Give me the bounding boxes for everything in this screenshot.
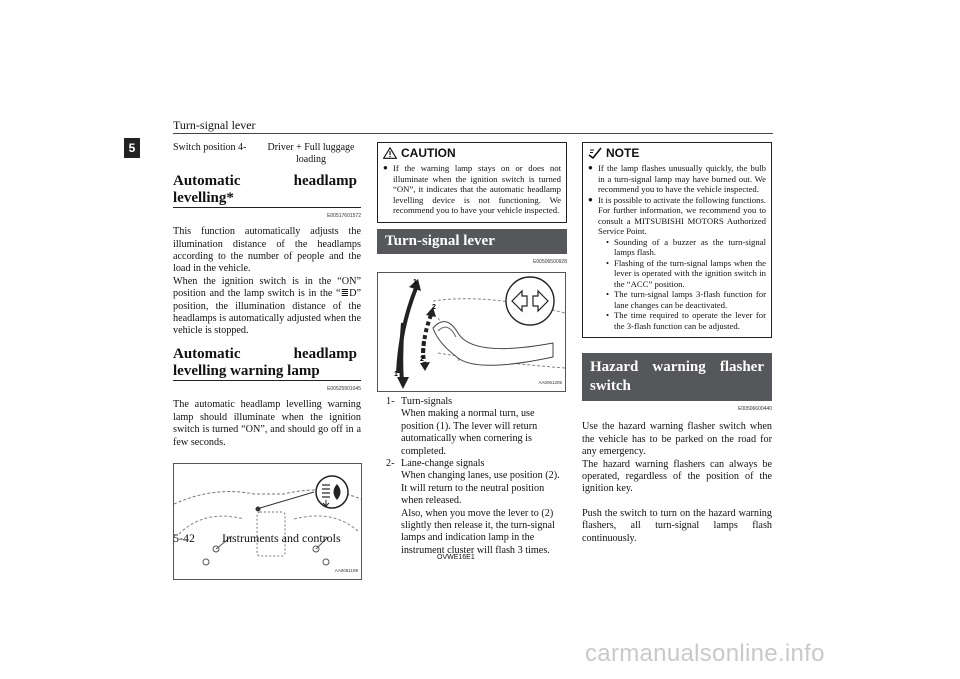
code-warning: E00525901045: [327, 385, 361, 392]
note-header: [588, 146, 766, 160]
instrument-cluster-figure: [173, 463, 362, 580]
paragraph-hazard-2: The hazard warning flashers can always be operated, regardless of the position of the ignition key.: [582, 458, 772, 495]
item-title: Lane-change signals: [401, 457, 485, 469]
note-sub-text: The time required to operate the lever for the 3-flash function can be adjusted.: [614, 310, 766, 331]
note-item-1: [588, 163, 766, 195]
page-number: 5-42: [173, 531, 195, 545]
caution-header: [383, 146, 561, 160]
item-number: 1-: [386, 395, 395, 407]
bullet-icon: ●: [588, 194, 593, 204]
item-title: Turn-signals: [401, 395, 453, 407]
item-text-2: Also, when you move the lever to (2) slightly then release it, the turn-signal lamps and indication lamp in the instrument cluster will flash 3 times.: [401, 507, 555, 556]
section-name: Instruments and controls: [222, 531, 341, 545]
note-sub-item: • Flashing of the turn-signal lamps when the lever is operated with the ignition switch in the “ACC” position.: [606, 257, 766, 289]
caution-box: [377, 142, 567, 223]
paragraph-levelling-2: When the ignition switch is in the “ON” position and the lamp switch is in the “≣D” position, the illumination distance of the headlamps is automatically adjusted when the vehicle is stopped.: [173, 275, 361, 337]
column-3: [582, 142, 772, 545]
switch-position-row: [173, 142, 361, 167]
note-text-2: It is possible to activate the following functions. For further information, we recommend you to consult a MITSUBISHI MOTORS Authorized Service Point.: [598, 194, 766, 236]
lever-illustration: [378, 273, 565, 391]
switch-position-label: Switch position 4-: [173, 142, 247, 153]
bullet-icon: ●: [383, 163, 388, 172]
note-icon: [588, 147, 602, 159]
section-banner-hazard: Hazard warning flasher switch: [582, 353, 772, 401]
watermark: carmanualsonline.info: [585, 640, 825, 667]
note-sub-text: Flashing of the turn-signal lamps when the lever is operated with the ignition switch in the “ACC” position.: [614, 257, 766, 289]
header-rule: [173, 133, 773, 134]
note-item-2: [588, 195, 766, 237]
note-box: [582, 142, 772, 338]
note-sub-text: Sounding of a buzzer as the turn-signal lamps flash.: [614, 236, 766, 257]
document-code: OVWE16E1: [437, 554, 475, 561]
list-item-lane-change: [386, 458, 567, 557]
warning-triangle-icon: [383, 147, 397, 159]
note-sub-item: • The time required to operate the lever for the 3-flash function can be adjusted.: [606, 310, 766, 331]
turn-signal-list: [377, 396, 567, 557]
note-sub-text: The turn-signal lamps 3-flash function for lane changes can be deactivated.: [614, 289, 766, 310]
column-2: [377, 142, 567, 557]
cluster-illustration: [174, 464, 361, 579]
figure-code: AA0061199: [334, 567, 358, 573]
paragraph-hazard-3: Push the switch to turn on the hazard warning flashers, all turn-signal lamps flash continuously.: [582, 507, 772, 544]
note-text-1: If the lamp flashes unusually quickly, the bulb in a turn-signal lamp may have burned out. We recommend you to have the vehicle inspected.: [598, 163, 766, 194]
note-sub-item: • Sounding of a buzzer as the turn-signal lamps flash.: [606, 236, 766, 257]
turn-signal-figure: [377, 272, 566, 392]
caution-text: If the warning lamp stays on or does not illuminate when the ignition switch is turned “ON”, it indicates that the automatic headlamp levelling device is not functioning. We recommend you to have your vehicle inspected.: [393, 163, 561, 215]
heading-levelling-warning: Automatic headlamp levelling warning lamp: [173, 346, 361, 381]
switch-position-value: Driver + Full luggage loading: [267, 142, 355, 166]
column-1: [173, 142, 361, 580]
note-sub-item: • The turn-signal lamps 3-flash function for lane changes can be deactivated.: [606, 289, 766, 310]
chapter-tab: 5: [124, 138, 140, 158]
figure-label-1-bottom: 1: [394, 370, 398, 378]
paragraph-levelling-1: This function automatically adjusts the illumination distance of the headlamps according to the number of people and the load in the vehicle.: [173, 226, 361, 275]
paragraph-warning: The automatic headlamp levelling warning lamp should illuminate when the ignition switch is turned “ON”, and should go off in a few seconds.: [173, 399, 361, 448]
figure-label-2-bottom: 2: [420, 355, 424, 363]
running-header: Turn-signal lever: [173, 118, 256, 132]
section-banner-turn-signal: Turn-signal lever: [377, 229, 567, 254]
caution-item: [383, 163, 561, 216]
item-text: When making a normal turn, use position (1). The lever will return automatically when cornering is completed.: [401, 408, 538, 457]
figure-label-1-top: 1: [413, 278, 417, 286]
code-levelling: E00517601572: [327, 212, 361, 219]
figure-code: AA0061205: [538, 379, 562, 385]
item-number: 2-: [386, 457, 395, 469]
item-text: When changing lanes, use position (2). It will return to the neutral position when released.: [401, 470, 560, 507]
caution-title: CAUTION: [401, 146, 456, 160]
heading-headlamp-levelling: Automatic headlamp levelling*: [173, 173, 361, 208]
code-turn-signal: E00506500928: [533, 258, 567, 265]
bullet-icon: ●: [588, 163, 593, 172]
code-hazard: E00506600440: [738, 406, 772, 412]
list-item-turn-signals: [386, 396, 567, 458]
paragraph-hazard-1: Use the hazard warning flasher switch when the vehicle has to be parked on the road for any emergency.: [582, 421, 772, 458]
figure-label-2-top: 2: [432, 303, 436, 311]
note-title: NOTE: [606, 146, 640, 160]
